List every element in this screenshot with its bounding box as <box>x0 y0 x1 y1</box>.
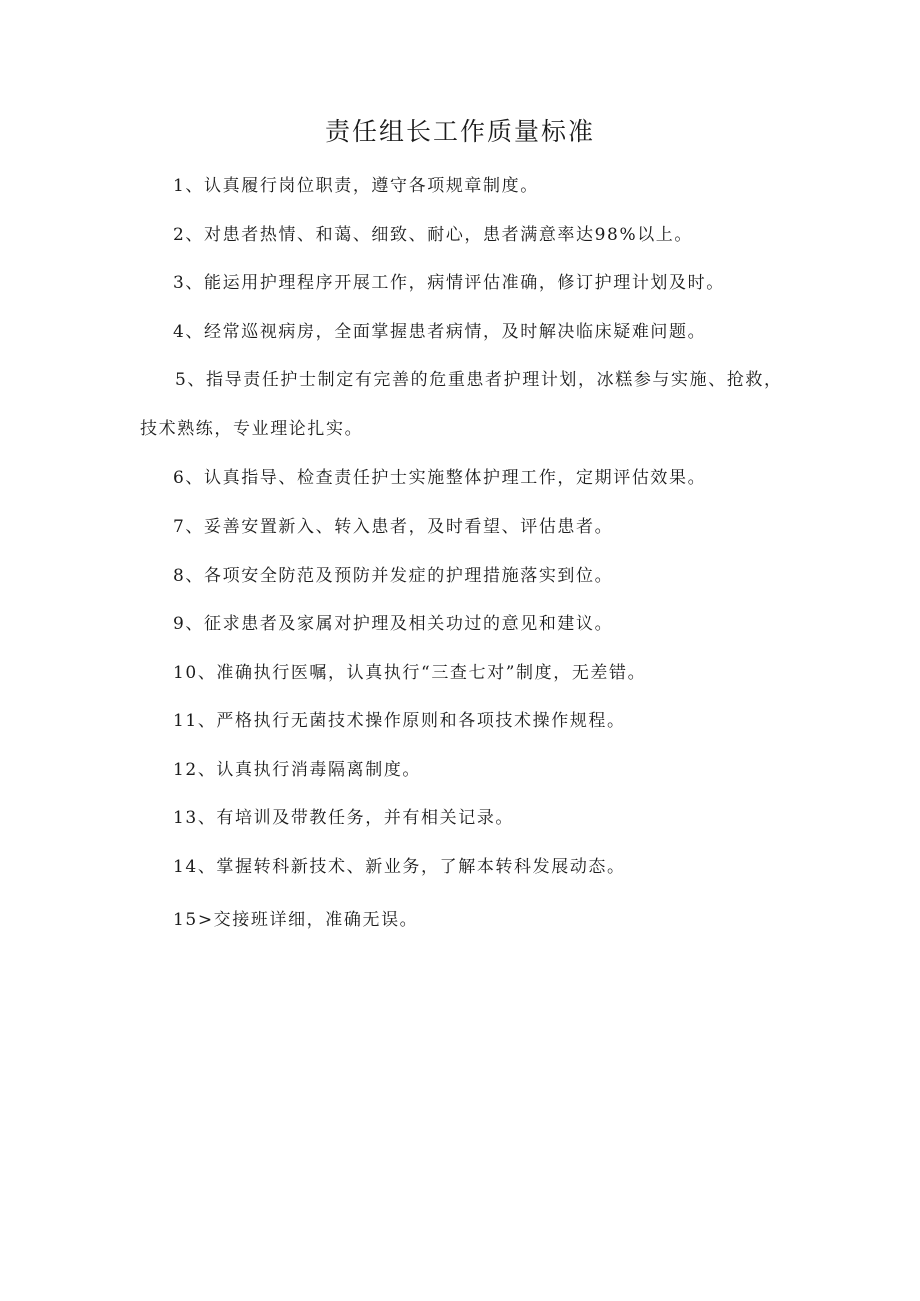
standard-item-9: 9、征求患者及家属对护理及相关功过的意见和建议。 <box>173 614 614 634</box>
standard-item-4: 4、经常巡视病房，全面掌握患者病情，及时解决临床疑难问题。 <box>173 322 707 342</box>
standard-item-10: 10、准确执行医嘱，认真执行“三查七对”制度，无差错。 <box>173 663 647 683</box>
standard-item-13: 13、有培训及带教任务，并有相关记录。 <box>173 808 515 828</box>
standard-item-3: 3、能运用护理程序开展工作，病情评估准确，修订护理计划及时。 <box>173 273 725 293</box>
standard-item-7: 7、妥善安置新入、转入患者，及时看望、评估患者。 <box>173 517 614 537</box>
standard-item-14: 14、掌握转科新技术、新业务，了解本转科发展动态。 <box>173 857 626 877</box>
standard-item-6: 6、认真指导、检查责任护士实施整体护理工作，定期评估效果。 <box>173 468 707 488</box>
standard-item-11: 11、严格执行无菌技术操作原则和各项技术操作规程。 <box>173 711 626 731</box>
standard-item-1: 1、认真履行岗位职责，遵守各项规章制度。 <box>173 176 539 196</box>
standard-item-12: 12、认真执行消毒隔离制度。 <box>173 760 422 780</box>
document-title: 责任组长工作质量标准 <box>324 117 595 146</box>
standard-item-2: 2、对患者热情、和蔼、细致、耐心，患者满意率达98%以上。 <box>173 225 693 245</box>
standard-item-5-continued: 技术熟练，专业理论扎实。 <box>140 419 364 439</box>
standard-item-15: 15>交接班详细，准确无误。 <box>173 910 419 930</box>
standard-item-8: 8、各项安全防范及预防并发症的护理措施落实到位。 <box>173 566 614 586</box>
standard-item-5: 5、指导责任护士制定有完善的危重患者护理计划，冰糕参与实施、抢救， <box>175 370 783 390</box>
